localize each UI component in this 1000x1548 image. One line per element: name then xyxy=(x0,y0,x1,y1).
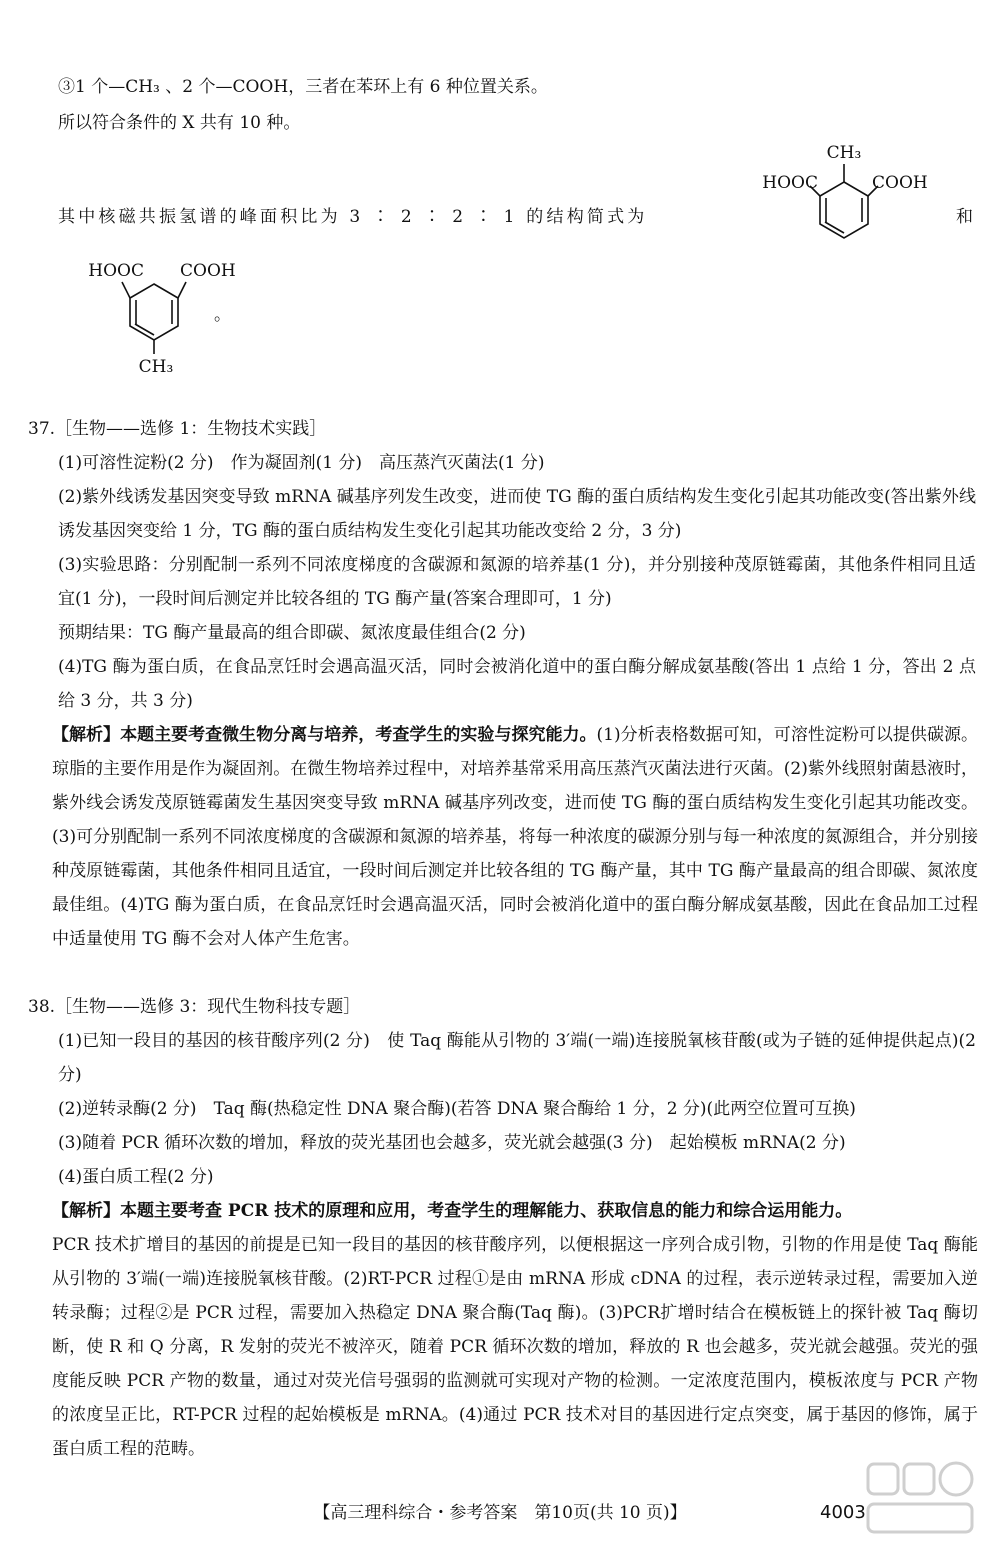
struct2-left-group: HOOC xyxy=(88,261,144,281)
q38-answer-4: (4)蛋白质工程(2 分) xyxy=(58,1167,214,1187)
q38-answer-1: (1)已知一段目的基因的核苷酸序列(2 分) 使 Taq 酶能从引物的 3′端(一端)连接脱氧核苷酸(或为子链的延伸提供起点)(2 分) xyxy=(58,1031,976,1085)
struct1-top-ch3: CH₃ xyxy=(826,143,862,163)
nmr-sentence: 其中核磁共振氢谱的峰面积比为 3 ∶ 2 ∶ 2 ∶ 1 的结构简式为 xyxy=(58,207,648,227)
q37-answer-4: (4)TG 酶为蛋白质，在食品烹饪时会遇高温灭活，同时会被消化道中的蛋白酶分解成氨基酸(答出 1 点给 1 分，答出 2 点给 3 分，共 3 分) xyxy=(58,657,976,711)
struct2-bottom-ch3: CH₃ xyxy=(138,357,174,376)
page-footer xyxy=(0,1496,1000,1530)
q37-analysis xyxy=(52,718,978,956)
q37-heading: 37.［生物——选修 1：生物技术实践］ xyxy=(28,419,327,439)
and-word: 和 xyxy=(956,207,973,227)
watermark-logo-icon xyxy=(860,1452,980,1542)
q37-analysis-head: 【解析】本题主要考查微生物分离与培养，考查学生的实验与探究能力。 xyxy=(52,725,597,745)
end-mark: 。 xyxy=(214,305,231,325)
structure-2-methylisophthalic-acid xyxy=(740,138,960,250)
footer-text: 【高三理科综合・参考答案 第10页(共 10 页)】 xyxy=(313,1503,687,1523)
q38-answer-3: (3)随着 PCR 循环次数的增加，释放的荧光基团也会越多，荧光就会越强(3 分) 起始模板 mRNA(2 分) xyxy=(58,1133,846,1153)
footer-code: 4003 xyxy=(820,1502,866,1523)
q38-analysis-body: PCR 技术扩增目的基因的前提是已知一段目的基因的核苷酸序列，以便根据这一序列合成引物，引物的作用是使 Taq 酶能从引物的 3′端(一端)连接脱氧核苷酸。(2)RT-PCR 过程①是由 mRNA 形成 cDNA 的过程，表示逆转录过程，需要加入逆转录酶；过程②是 PCR 过程，需要加入热稳定 DNA 聚合酶(Taq 酶)。(3)PCR扩增时结合在模板链上的探针被 Taq 酶切断，使 R 和 Q 分离，R 发射的荧光不被淬灭，随着 PCR 循环次数的增加，释放的 R 也会越多，荧光就会越强。荧光的强度能反映 PCR 产物的数量，通过对荧光信号强弱的监测就可实现对产物的检测。一定浓度范围内，模板浓度与 PCR 产物的浓度呈正比，RT-PCR 过程的起始模板是 mRNA。(4)通过 PCR 技术对目的基因进行定点突变，属于基因的修饰，属于蛋白质工程的范畴。 xyxy=(52,1235,978,1459)
struct1-right-group: COOH xyxy=(872,173,928,193)
q37-answer-3: (3)实验思路：分别配制一系列不同浓度梯度的含碳源和氮源的培养基(1 分)，并分别接种茂原链霉菌，其他条件相同且适宜(1 分)，一段时间后测定并比较各组的 TG 酶产量(答案合理即可，1 分) xyxy=(58,555,976,609)
struct2-right-group: COOH xyxy=(180,261,236,281)
top-line-1: ③1 个—CH₃ 、2 个—COOH，三者在苯环上有 6 种位置关系。 xyxy=(58,77,548,97)
top-line-2: 所以符合条件的 X 共有 10 种。 xyxy=(58,113,301,133)
q37-answer-3-result: 预期结果：TG 酶产量最高的组合即碳、氮浓度最佳组合(2 分) xyxy=(58,623,526,643)
q37-analysis-body: (1)分析表格数据可知，可溶性淀粉可以提供碳源。琼脂的主要作用是作为凝固剂。在微生物培养过程中，对培养基常采用高压蒸汽灭菌法进行灭菌。(2)紫外线照射菌悬液时，紫外线会诱发茂原链霉菌发生基因突变导致 mRNA 碱基序列改变，进而使 TG 酶的蛋白质结构发生变化引起其功能改变。(3)可分别配制一系列不同浓度梯度的含碳源和氮源的培养基，将每一种浓度的碳源分别与每一种浓度的氮源组合，并分别接种茂原链霉菌，其他条件相同且适宜，一段时间后测定并比较各组的 TG 酶产量，其中 TG 酶产量最高的组合即碳、氮浓度最佳组。(4)TG 酶为蛋白质，在食品烹饪时会遇高温灭活，同时会被消化道中的蛋白酶分解成氨基酸，因此在食品加工过程中适量使用 TG 酶不会对人体产生危害。 xyxy=(52,725,978,949)
q37-answer-1: (1)可溶性淀粉(2 分) 作为凝固剂(1 分) 高压蒸汽灭菌法(1 分) xyxy=(58,453,545,473)
q38-answer-2: (2)逆转录酶(2 分) Taq 酶(热稳定性 DNA 聚合酶)(若答 DNA 聚合酶给 1 分，2 分)(此两空位置可互换) xyxy=(58,1099,856,1119)
q37-answer-2: (2)紫外线诱发基因突变导致 mRNA 碱基序列发生改变，进而使 TG 酶的蛋白质结构发生变化引起其功能改变(答出紫外线诱发基因突变给 1 分，TG 酶的蛋白质结构发生变化引起其功能改变给 2 分，3 分) xyxy=(58,487,976,541)
q38-analysis-head: 【解析】本题主要考查 PCR 技术的原理和应用，考查学生的理解能力、获取信息的能力和综合运用能力。 xyxy=(52,1201,853,1221)
q38-heading: 38.［生物——选修 3：现代生物科技专题］ xyxy=(28,997,361,1017)
q38-analysis xyxy=(52,1194,978,1466)
struct1-left-group: HOOC xyxy=(762,173,818,193)
